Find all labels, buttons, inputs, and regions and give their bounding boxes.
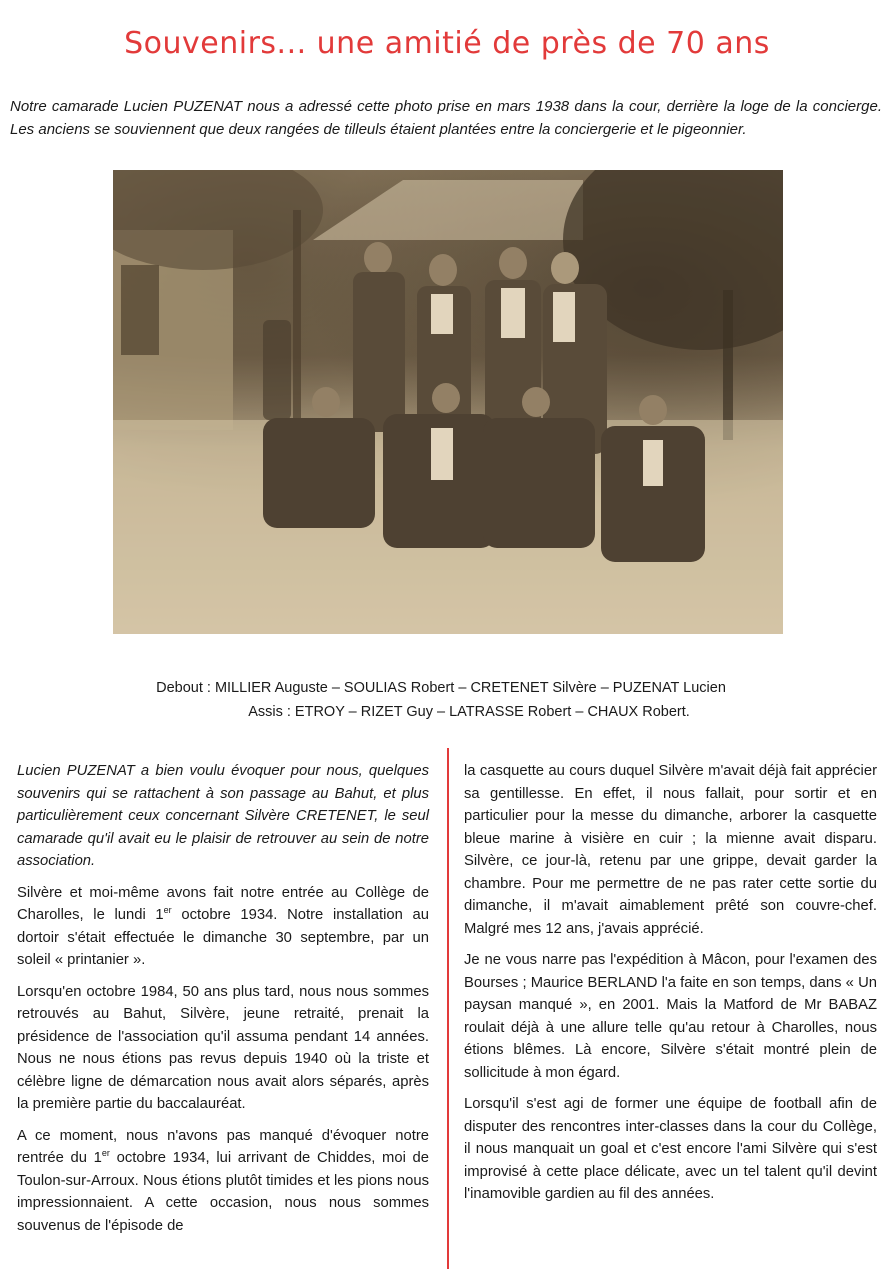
caption-standing: Debout : MILLIER Auguste – SOULIAS Robert – CRETENET Silvère – PUZENAT Lucien [156,680,726,696]
article-lead: Lucien PUZENAT a bien voulu évoquer pour nous, quelques souvenirs qui se rattachent à son passage au Bahut, et plus particulièrement ceux concernant Silvère CRETENET, le seul camarade qu'il avait eu le plaisir de retrouver au sein de notre association. [17,763,429,869]
intro-paragraph: Notre camarade Lucien PUZENAT nous a adressé cette photo prise en mars 1938 dans la cour, derrière la loge de la concierge. Les anciens se souviennent que deux rangées de tilleuls étaient plantées entre la conciergerie et le pigeonnier. [10,98,882,138]
article-column-left [17,760,429,1246]
group-photo-illustration [113,170,783,634]
article-paragraph: Lorsqu'il s'est agi de former une équipe de football afin de disputer des rencontres inter-classes dans la cour du Collège, il nous manquait un goal et c'est encore l'ami Silvère qui s'est improvisé à cette place délicate, avec un tel talent qu'il devint l'inamovible gardien au fil des années. [464,1096,877,1202]
article-paragraph: Lorsqu'en octobre 1984, 50 ans plus tard, nous nous sommes retrouvés au Bahut, Silvère, jeune retraité, prenait la présidence de l'association qu'il assuma pendant 14 années. Nous ne nous étions pas revus depuis 1940 où la triste et célèbre ligne de démarcation nous avait alors séparés, après la première partie du baccalauréat. [17,983,429,1112]
group-photo [113,170,783,634]
article-paragraph: A ce moment, nous n'avons pas manqué d'évoquer notre rentrée du 1er octobre 1934, lui arrivant de Chiddes, moi de Toulon-sur-Arroux. Nous étions plutôt timides et les pions nous impressionnaient. A cette occasion, nous nous sommes souvenus de l'épisode de [17,1127,429,1234]
article-paragraph: la casquette au cours duquel Silvère m'avait déjà fait apprécier sa gentillesse. En effet, il nous fallait, pour sortir et en particulier pour la messe du dimanche, arborer la casquette bleue marine à visière en cuir ; la mienne avait disparu. Silvère, ce jour-là, retenu par une grippe, devait garder la chambre. Pour me permettre de ne pas rater cette sortie du dimanche, il m'avait aimablement prêté son couvre-chef. Malgré mes 12 ans, j'avais apprécié. [464,763,877,937]
column-divider [447,748,449,1269]
article-paragraph: Je ne vous narre pas l'expédition à Mâcon, pour l'examen des Bourses ; Maurice BERLAND l'a faite en son temps, dans « Un paysan manqué », en 2001. Mais la Matford de Mr BABAZ roulait déjà à une allure telle qu'au retour à Charolles, nous étions blêmes. Là encore, Silvère s'était montré plein de sollicitude à mon égard. [464,952,877,1081]
article-paragraph: Silvère et moi-même avons fait notre entrée au Collège de Charolles, le lundi 1er octobre 1934. Notre installation au dortoir s'était effectuée le dimanche 30 septembre, par un soleil « printanier ». [17,884,429,968]
article-column-right [464,760,877,1215]
page-title: Souvenirs... une amitié de près de 70 ans [124,26,770,62]
caption-seated: Assis : ETROY – RIZET Guy – LATRASSE Robert – CHAUX Robert. [248,704,690,720]
